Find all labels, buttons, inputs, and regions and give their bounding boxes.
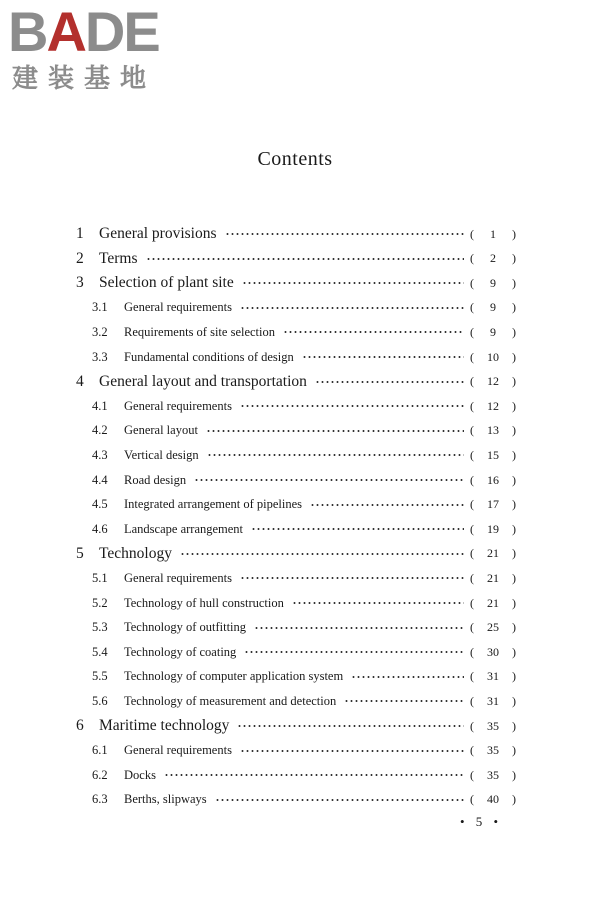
toc-page-number: 21 xyxy=(487,595,499,610)
toc-page-reference: ( 35 ) xyxy=(470,743,516,758)
toc-dot-leader xyxy=(240,404,464,408)
toc-entry-title: General provisions xyxy=(99,225,217,242)
toc-section-row[interactable] xyxy=(76,421,516,441)
toc-entry-number: 5.3 xyxy=(92,620,108,635)
toc-page-number: 25 xyxy=(487,620,499,635)
toc-section-row[interactable] xyxy=(76,691,516,711)
toc-page-reference: ( 21 ) xyxy=(470,595,516,610)
toc-entry-title: Fundamental conditions of design xyxy=(124,349,294,364)
toc-chapter-row[interactable] xyxy=(76,544,516,564)
toc-page-number: 35 xyxy=(487,718,499,733)
toc-entry-number: 5.2 xyxy=(92,595,108,610)
toc-entry-number: 4.2 xyxy=(92,423,108,438)
toc-chapter-row[interactable] xyxy=(76,273,516,293)
toc-dot-leader xyxy=(351,675,464,679)
toc-section-row[interactable] xyxy=(76,519,516,539)
toc-entry-number: 5.4 xyxy=(92,644,108,659)
toc-dot-leader xyxy=(215,798,464,802)
toc-page-reference: ( 21 ) xyxy=(470,570,516,585)
toc-page-number: 35 xyxy=(487,743,499,758)
page-title: Contents xyxy=(257,148,333,170)
logo-wordmark: BADE xyxy=(8,0,159,63)
toc-page-reference: ( 13 ) xyxy=(470,423,516,438)
toc-dot-leader xyxy=(240,576,464,580)
toc-entry-number: 6.3 xyxy=(92,792,108,807)
toc-page-number: 35 xyxy=(487,767,499,782)
toc-entry-number: 3.2 xyxy=(92,324,108,339)
toc-page-reference: ( 21 ) xyxy=(470,546,516,561)
toc-dot-leader xyxy=(244,650,464,654)
toc-page-reference: ( 35 ) xyxy=(470,767,516,782)
toc-entry-title: General layout xyxy=(124,423,198,438)
toc-entry-title: Berths, slipways xyxy=(124,792,207,807)
toc-page-reference: ( 35 ) xyxy=(470,718,516,733)
toc-section-row[interactable] xyxy=(76,593,516,613)
toc-page-number: 2 xyxy=(490,251,496,266)
toc-entry-number: 5.1 xyxy=(92,570,108,585)
toc-entry-number: 6.2 xyxy=(92,767,108,782)
toc-section-row[interactable] xyxy=(76,470,516,490)
toc-page-number: 1 xyxy=(490,226,496,241)
toc-page-number: 30 xyxy=(487,644,499,659)
toc-page-number: 10 xyxy=(487,349,499,364)
toc-section-row[interactable] xyxy=(76,618,516,638)
toc-dot-leader xyxy=(207,453,464,457)
toc-page-number: 21 xyxy=(487,546,499,561)
toc-dot-leader xyxy=(240,749,464,753)
toc-page-number: 15 xyxy=(487,447,499,462)
toc-section-row[interactable] xyxy=(76,741,516,761)
toc-page-reference: ( 1 ) xyxy=(470,226,516,241)
toc-entry-number: 4 xyxy=(76,372,84,390)
toc-page-number: 9 xyxy=(490,275,496,290)
toc-entry-title: Technology xyxy=(99,544,172,562)
toc-dot-leader xyxy=(146,257,464,261)
toc-entry-number: 5.6 xyxy=(92,693,108,708)
toc-page-number: 21 xyxy=(487,570,499,585)
toc-page-reference: ( 31 ) xyxy=(470,669,516,684)
toc-entry-title: Road design xyxy=(124,472,187,487)
toc-page-reference: ( 9 ) xyxy=(470,275,516,290)
toc-entry-title: General layout and transportation xyxy=(99,372,307,390)
toc-dot-leader xyxy=(180,552,464,556)
toc-entry-title: Landscape arrangement xyxy=(124,521,244,536)
toc-entry-title: General requirements xyxy=(124,300,232,315)
toc-section-row[interactable] xyxy=(76,495,516,515)
toc-section-row[interactable] xyxy=(76,298,516,318)
toc-page-reference: ( 16 ) xyxy=(470,472,516,487)
toc-dot-leader xyxy=(164,773,464,777)
toc-section-row[interactable] xyxy=(76,790,516,810)
toc-section-row[interactable] xyxy=(76,568,516,588)
toc-entry-title: Technology of outfitting xyxy=(124,620,247,635)
toc-page-reference: ( 2 ) xyxy=(470,251,516,266)
logo-subtitle: 建装基地 xyxy=(12,64,157,94)
toc-page-number: 9 xyxy=(490,300,496,315)
toc-page-reference: ( 12 ) xyxy=(470,398,516,413)
toc-page-number: 19 xyxy=(487,521,499,536)
toc-entry-number: 4.6 xyxy=(92,521,108,536)
toc-entry-number: 3.1 xyxy=(92,300,108,315)
toc-entry-number: 5.5 xyxy=(92,669,108,684)
toc-section-row[interactable] xyxy=(76,642,516,662)
toc-dot-leader xyxy=(194,478,464,482)
toc-entry-title: Maritime technology xyxy=(99,717,230,734)
toc-entry-title: Technology of coating xyxy=(124,644,237,659)
page-number: • 5 • xyxy=(460,814,503,829)
toc-dot-leader xyxy=(344,699,464,703)
toc-page-reference: ( 17 ) xyxy=(470,497,516,512)
toc-page-reference: ( 9 ) xyxy=(470,324,516,339)
toc-page-reference: ( 31 ) xyxy=(470,693,516,708)
toc-entry-title: Selection of plant site xyxy=(99,274,234,292)
toc-entry-title: General requirements xyxy=(124,743,232,758)
toc-page-reference: ( 9 ) xyxy=(470,300,516,315)
toc-entry-number: 6 xyxy=(76,717,84,734)
toc-page-reference: ( 15 ) xyxy=(470,447,516,462)
toc-entry-title: General requirements xyxy=(124,570,232,585)
toc-entry-title: Technology of measurement and detection xyxy=(124,693,337,708)
toc-dot-leader xyxy=(240,306,464,310)
toc-entry-title: Requirements of site selection xyxy=(124,324,276,339)
toc-page-number: 16 xyxy=(487,472,499,487)
toc-dot-leader xyxy=(225,232,464,236)
toc-entry-number: 5 xyxy=(76,544,84,562)
toc-dot-leader xyxy=(237,724,464,728)
toc-section-row[interactable] xyxy=(76,347,516,367)
toc-page-number: 13 xyxy=(487,423,499,438)
toc-dot-leader xyxy=(302,355,464,359)
toc-dot-leader xyxy=(310,503,464,507)
toc-entry-number: 4.4 xyxy=(92,472,108,487)
toc-section-row[interactable] xyxy=(76,322,516,342)
toc-chapter-row[interactable] xyxy=(76,716,516,736)
toc-section-row[interactable] xyxy=(76,396,516,416)
logo-accent-letter: A xyxy=(46,0,85,63)
toc-page-reference: ( 25 ) xyxy=(470,620,516,635)
toc-entry-title: Docks xyxy=(124,767,156,782)
toc-page-number: 9 xyxy=(490,324,496,339)
toc-entry-title: Integrated arrangement of pipelines xyxy=(124,497,303,512)
toc-page-number: 12 xyxy=(487,374,499,389)
toc-entry-number: 6.1 xyxy=(92,743,108,758)
toc-entry-number: 3.3 xyxy=(92,349,108,364)
toc-page-reference: ( 30 ) xyxy=(470,644,516,659)
toc-entry-number: 4.3 xyxy=(92,447,108,462)
toc-dot-leader xyxy=(292,601,464,605)
toc-page-number: 31 xyxy=(487,669,499,684)
toc-entry-number: 3 xyxy=(76,274,84,292)
toc-entry-title: Technology of computer application system xyxy=(124,669,344,684)
toc-entry-number: 4.5 xyxy=(92,497,108,512)
toc-page-reference: ( 19 ) xyxy=(470,521,516,536)
toc-entry-title: General requirements xyxy=(124,398,232,413)
toc-section-row[interactable] xyxy=(76,765,516,785)
toc-page-reference: ( 40 ) xyxy=(470,792,516,807)
toc-entry-title: Technology of hull construction xyxy=(124,595,284,610)
bade-logo xyxy=(8,0,178,96)
toc-section-row[interactable] xyxy=(76,667,516,687)
toc-entry-number: 1 xyxy=(76,225,84,242)
toc-dot-leader xyxy=(315,380,464,384)
toc-page-number: 40 xyxy=(487,792,499,807)
toc-page-number: 17 xyxy=(487,497,499,512)
toc-dot-leader xyxy=(283,330,464,334)
toc-entry-number: 4.1 xyxy=(92,398,108,413)
toc-page-number: 31 xyxy=(487,693,499,708)
toc-page-number: 12 xyxy=(487,398,499,413)
toc-chapter-row[interactable] xyxy=(76,249,516,269)
toc-chapter-row[interactable] xyxy=(76,372,516,392)
toc-page-reference: ( 10 ) xyxy=(470,349,516,364)
toc-dot-leader xyxy=(242,281,464,285)
toc-entry-title: Vertical design xyxy=(124,447,199,462)
toc-dot-leader xyxy=(251,527,464,531)
toc-section-row[interactable] xyxy=(76,445,516,465)
toc-entry-number: 2 xyxy=(76,249,84,267)
toc-dot-leader xyxy=(254,626,464,630)
toc-page-reference: ( 12 ) xyxy=(470,374,516,389)
toc-entry-title: Terms xyxy=(99,249,138,267)
toc-chapter-row[interactable] xyxy=(76,224,516,244)
toc-dot-leader xyxy=(206,429,464,433)
